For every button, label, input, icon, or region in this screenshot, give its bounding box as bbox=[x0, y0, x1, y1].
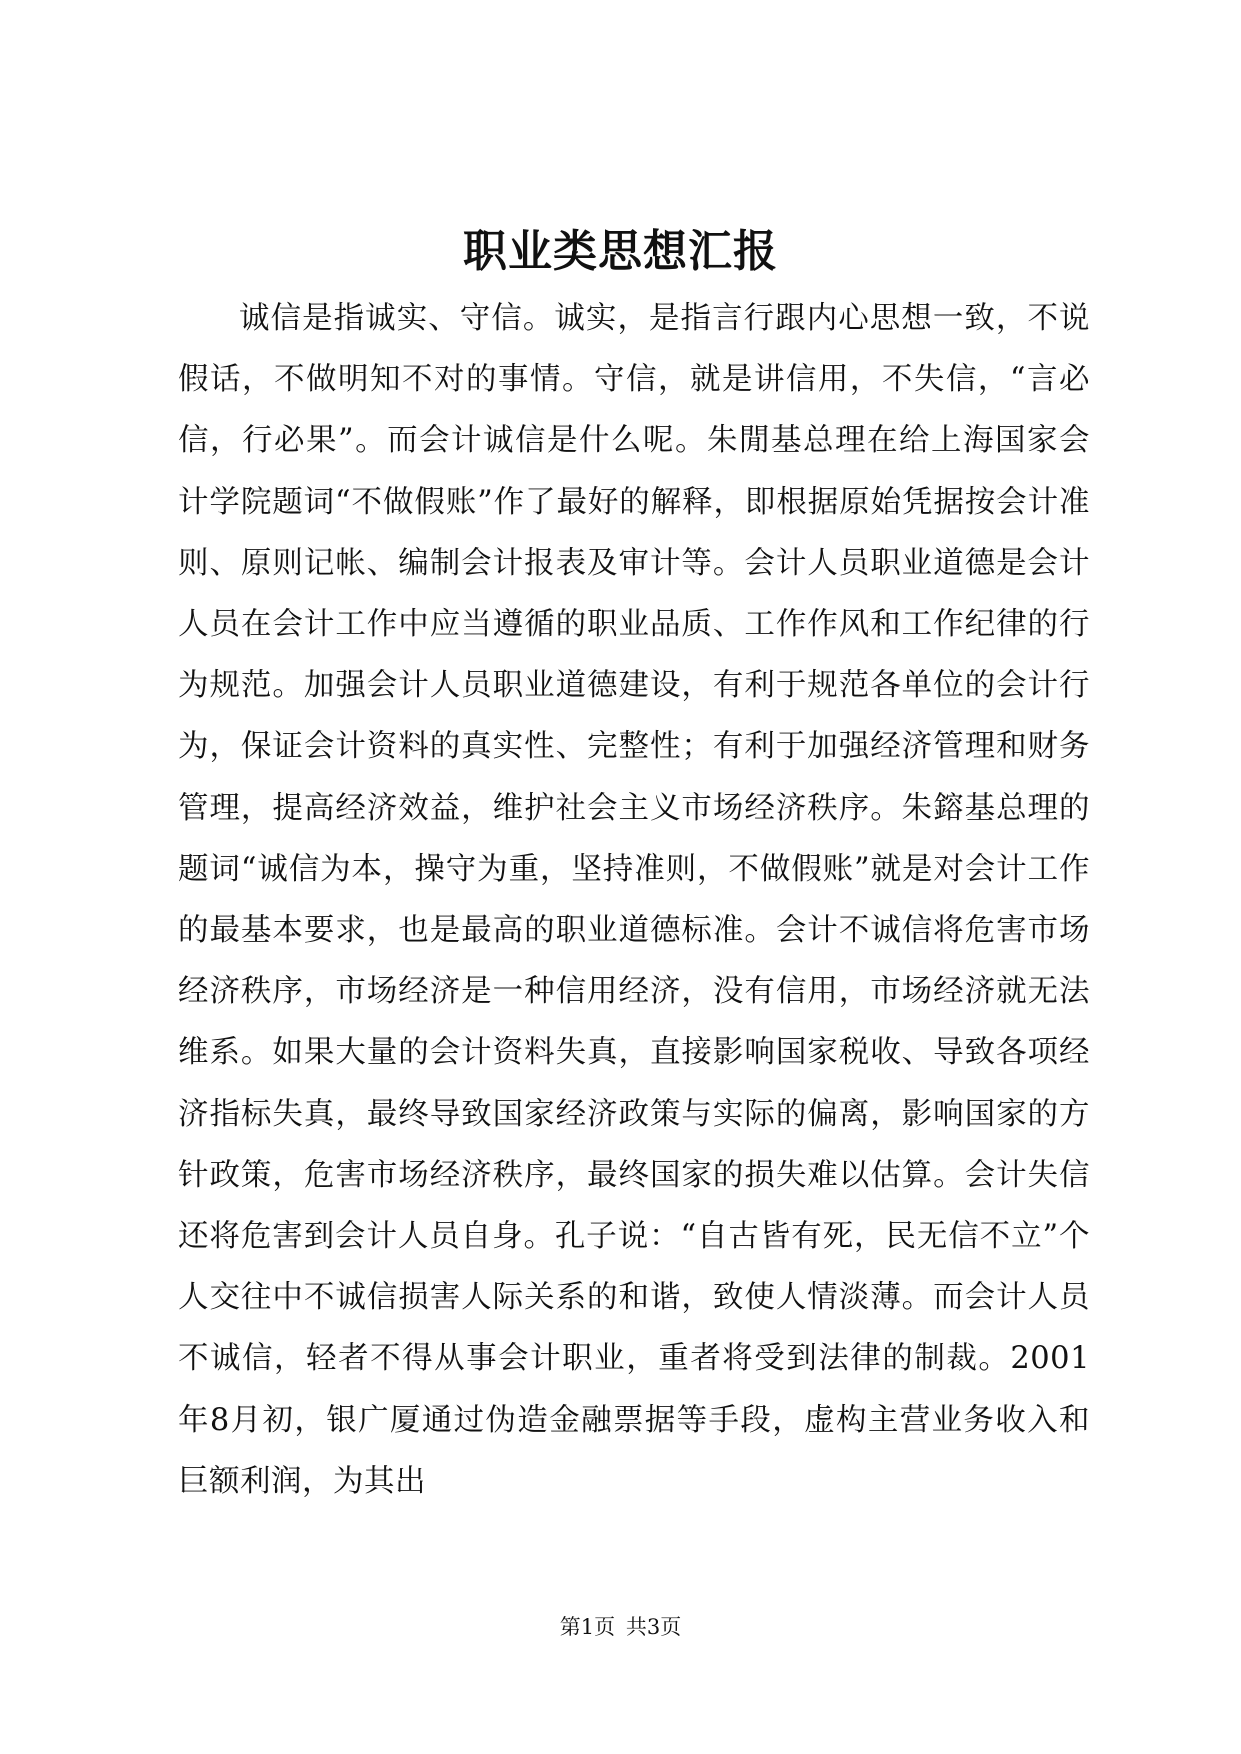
document-title: 职业类思想汇报 bbox=[463, 226, 778, 277]
body-paragraph: 诚信是指诚实、守信。诚实，是指言行跟内心思想一致，不说假话，不做明知不对的事情。守信，就是讲信用，不失信，“言必信，行必果”。而会计诚信是什么呢。朱閒基总理在给上海国家会计学院题词“不做假账”作了最好的解释，即根据原始凭据按会计准则、原则记帐、编制会计报表及审计等。会计人员职业道德是会计人员在会计工作中应当遵循的职业品质、工作作风和工作纪律的行为规范。加强会计人员职业道德建设，有利于规范各单位的会计行为，保证会计资料的真实性、完整性；有利于加强经济管理和财务管理，提高经济效益，维护社会主义市场经济秩序。朱鎔基总理的题词“诚信为本，操守为重，坚持准则，不做假账”就是对会计工作的最基本要求，也是最高的职业道德标准。会计不诚信将危害市场经济秩序，市场经济是一种信用经济，没有信用，市场经济就无法维系。如果大量的会计资料失真，直接影响国家税收、导致各项经济指标失真，最终导致国家经济政策与实际的偏离，影响国家的方针政策，危害市场经济秩序，最终国家的损失难以估算。会计失信还将危害到会计人员自身。孔子说：“自古皆有死，民无信不立”个人交往中不诚信损害人际关系的和谐，致使人情淡薄。而会计人员不诚信，轻者不得从事会计职业，重者将受到法律的制裁。2001年8月初，银广厦通过伪造金融票据等手段，虚构主营业务收入和巨额利润，为其出 bbox=[178, 301, 1090, 1499]
page-number-footer: 第1页 共3页 bbox=[559, 1615, 682, 1639]
